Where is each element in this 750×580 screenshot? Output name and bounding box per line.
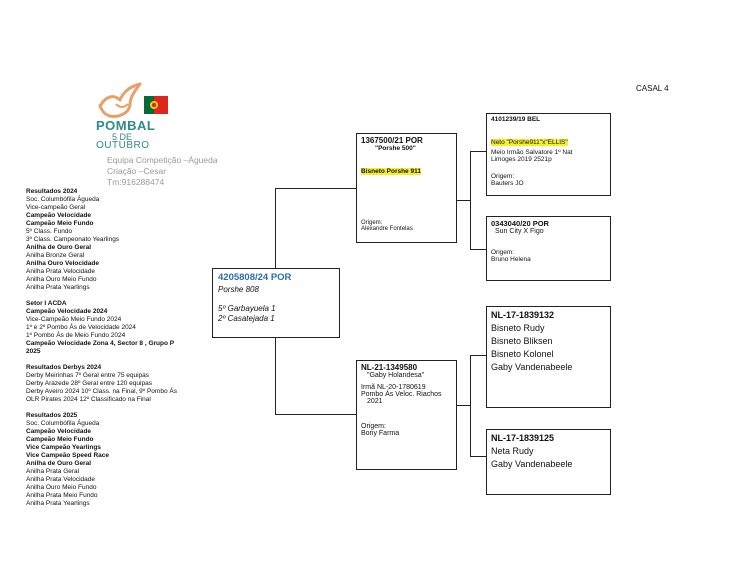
dam-origin: Bony Farma bbox=[361, 430, 400, 437]
dam-origin-label: Origem: bbox=[361, 423, 386, 430]
connector-line bbox=[470, 456, 486, 457]
results-line: 3º Class. Campeonato Yearlings bbox=[26, 236, 120, 243]
sire-name: "Porshe 500" bbox=[375, 145, 416, 152]
results-line: Derby Aveiro 2024 10º Class. na Final, 9º Pombo Ás bbox=[26, 388, 177, 395]
subject-line1: 5º Garbayuela 1 bbox=[218, 304, 276, 313]
sire-box[interactable] bbox=[356, 133, 457, 243]
sire-origin: Alexandre Fontelas bbox=[361, 226, 413, 232]
results-line: Vice Campeão Yearlings bbox=[26, 444, 101, 451]
sire-sire-box[interactable] bbox=[486, 113, 611, 196]
results-line: Anilha de Ouro Geral bbox=[26, 460, 92, 467]
connector-line bbox=[470, 355, 471, 457]
dam-sire-line: Bisneto Bliksen bbox=[491, 336, 553, 346]
sire-dam-origin-label: Origem: bbox=[491, 249, 515, 256]
results-line: Soc. Columbófila Águeda bbox=[26, 420, 100, 427]
results-line: Anilha de Ouro Geral bbox=[26, 244, 92, 251]
results-line: 2025 bbox=[26, 348, 41, 355]
dam-line2: Pombo Ás Veloc. Riachos bbox=[361, 391, 442, 398]
sire-dam-origin: Bruno Helena bbox=[491, 256, 531, 263]
results-line bbox=[26, 356, 206, 364]
dove-icon bbox=[96, 82, 146, 120]
results-line: Campeão Velocidade Zona 4, Sector 8 , Grupo P bbox=[26, 340, 175, 347]
dam-sire-line: Bisneto Kolonel bbox=[491, 349, 554, 359]
subject-line2: 2º Casatejada 1 bbox=[218, 314, 275, 323]
results-line: Anilha Ouro Meio Fundo bbox=[26, 276, 97, 283]
sire-sire-line2: Limoges 2019 2521p bbox=[491, 156, 552, 163]
dam-name: "Gaby Holandesa" bbox=[367, 372, 425, 379]
dam-sire-line: Gaby Vandenabeele bbox=[491, 362, 573, 372]
dam-sire-ring: NL-17-1839132 bbox=[491, 310, 555, 320]
results-line: Vice-campeão Geral bbox=[26, 204, 86, 211]
dam-dam-line: Gaby Vandenabeele bbox=[491, 459, 573, 469]
logo-line3: OUTUBRO bbox=[96, 140, 150, 151]
results-line: Campeão Velocidade bbox=[26, 428, 92, 435]
dam-dam-line: Neta Rudy bbox=[491, 446, 534, 456]
results-line: Anilha Ouro Velocidade bbox=[26, 260, 99, 267]
sire-dam-ring: 0343040/20 POR bbox=[491, 219, 549, 228]
results-line: Resultados Derbys 2024 bbox=[26, 364, 102, 371]
dam-sire-line: Bisneto Rudy bbox=[491, 323, 545, 333]
results-line: Vice Campeão Speed Race bbox=[26, 452, 109, 459]
breeding-text: Criação –Cesar bbox=[107, 166, 167, 176]
sire-sire-highlight bbox=[491, 131, 606, 149]
dam-dam-box[interactable] bbox=[486, 429, 611, 495]
connector-line bbox=[457, 405, 471, 406]
sire-highlight-text: Bisneto Porshe 911 bbox=[361, 168, 421, 175]
logo-line2: 5 DE bbox=[112, 132, 133, 142]
results-line: Campeão Velocidade 2024 bbox=[26, 308, 108, 315]
sire-sire-line1: Meio Irmão Salvatore 1º Nat bbox=[491, 149, 573, 156]
phone-text: Tm:916288474 bbox=[107, 177, 165, 187]
logo-brand: POMBAL bbox=[96, 118, 156, 133]
subject-box[interactable] bbox=[212, 268, 340, 338]
results-line: Campeão Meio Fundo bbox=[26, 220, 94, 227]
dam-line1: Irmã NL-20-1780619 bbox=[361, 384, 426, 391]
connector-line bbox=[275, 188, 276, 269]
sire-dam-line1: Sun City X Figo bbox=[495, 228, 544, 235]
results-line: 1º e 2º Pombo Ás de Velocidade 2024 bbox=[26, 324, 136, 331]
dam-box[interactable] bbox=[356, 360, 457, 470]
results-line: Campeão Velocidade bbox=[26, 212, 92, 219]
connector-line bbox=[275, 414, 356, 415]
dam-line3: 2021 bbox=[367, 398, 383, 405]
results-line: Derby Arazede 28º Geral entre 120 equipas bbox=[26, 380, 152, 387]
results-line: Anilha Prata Meio Fundo bbox=[26, 492, 98, 499]
results-line: 5º Class. Fundo bbox=[26, 228, 73, 235]
results-line: Soc. Columbófila Águeda bbox=[26, 196, 100, 203]
dam-dam-ring: NL-17-1839125 bbox=[491, 433, 555, 443]
sire-highlight bbox=[361, 160, 452, 178]
results-line: Anilha Prata Yearlings bbox=[26, 284, 90, 291]
results-line: Anilha Bronze Geral bbox=[26, 252, 85, 259]
results-line: Anilha Prata Geral bbox=[26, 468, 80, 475]
results-line: Setor I ACDA bbox=[26, 300, 67, 307]
connector-line bbox=[457, 200, 471, 201]
sire-dam-box[interactable] bbox=[486, 216, 611, 281]
results-line: OLR Pirates 2024 12º Classificado na Final bbox=[26, 396, 151, 403]
results-line: Anilha Ouro Meio Fundo bbox=[26, 484, 97, 491]
casal-label: CASAL 4 bbox=[636, 84, 669, 93]
results-line: Anilha Prata Yearlings bbox=[26, 500, 90, 507]
connector-line bbox=[470, 355, 486, 356]
dam-sire-box[interactable] bbox=[486, 306, 611, 408]
results-list bbox=[26, 188, 206, 508]
connector-line bbox=[470, 249, 486, 250]
results-line bbox=[26, 292, 206, 300]
connector-line bbox=[275, 188, 356, 189]
sire-sire-origin-label: Origem: bbox=[491, 173, 515, 180]
results-line: 1º Pombo Ás de Meio Fundo 2024 bbox=[26, 332, 126, 339]
results-line: Vice-Campeão Meio Fundo 2024 bbox=[26, 316, 122, 323]
results-line: Campeão Meio Fundo bbox=[26, 436, 94, 443]
sire-sire-origin: Bauters JO bbox=[491, 180, 524, 187]
connector-line bbox=[275, 338, 276, 415]
results-line: Resultados 2025 bbox=[26, 412, 78, 419]
subject-name: Porshe 808 bbox=[218, 285, 259, 294]
results-line: Resultados 2024 bbox=[26, 188, 78, 195]
sire-origin-label: Origem: bbox=[361, 220, 383, 226]
results-line: Derby Meirinhas 7º Geral entre 75 equipas bbox=[26, 372, 150, 379]
subject-ring: 4205808/24 POR bbox=[218, 272, 292, 283]
results-line bbox=[26, 404, 206, 412]
sire-sire-ring: 4101239/19 BEL bbox=[491, 116, 541, 123]
sire-sire-highlight-text: Neto "Porshe911"x"ELLIS" bbox=[491, 139, 568, 146]
results-line: Anilha Prata Velocidade bbox=[26, 268, 96, 275]
team-text: Equipa Competição –Águeda bbox=[107, 155, 218, 165]
dam-ring: NL-21-1349580 bbox=[361, 363, 418, 372]
results-line: Anilha Prata Velocidade bbox=[26, 476, 96, 483]
sire-ring: 1367500/21 POR bbox=[361, 136, 423, 145]
portugal-flag-icon bbox=[144, 96, 168, 114]
connector-line bbox=[470, 151, 486, 152]
